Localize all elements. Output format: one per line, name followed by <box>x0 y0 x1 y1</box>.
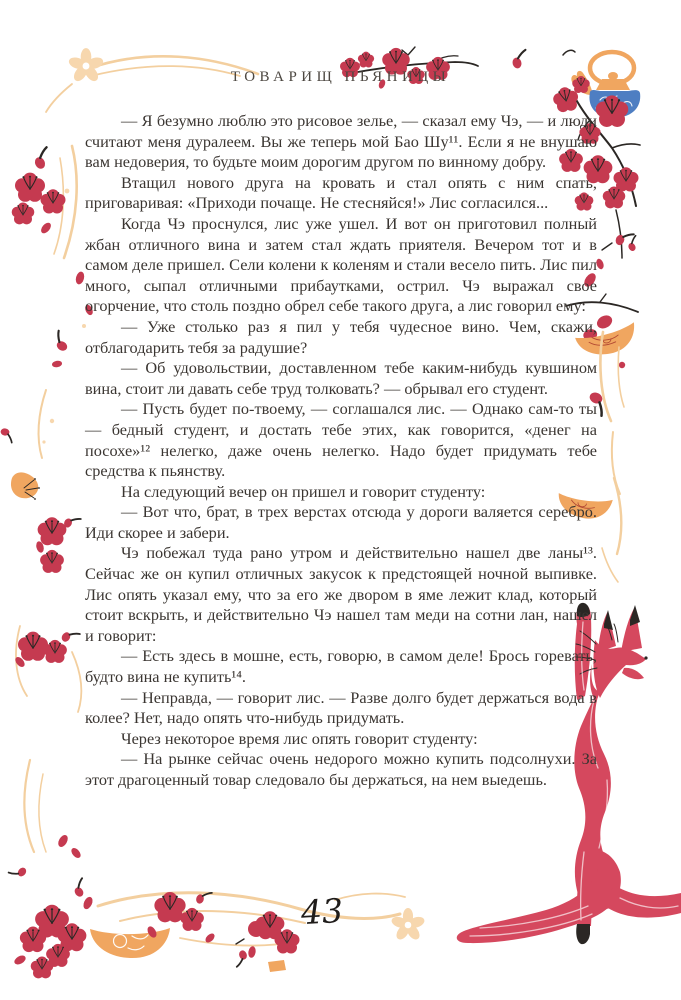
page-number: 43 <box>300 890 344 933</box>
left-margin-decor <box>0 146 94 881</box>
bottom-decor <box>13 878 426 978</box>
paragraph: — Об удовольствии, доставленном тебе каким-нибудь кувшином вина, стоит ли давать себе труд толковать? — обрывал его студент. <box>85 358 597 398</box>
paragraph: Втащил нового друга на кровать и стал опять с ним спать, приговаривая: «Приходи почаще. Не стесняйся!» Лис согласился... <box>85 172 597 213</box>
paragraph: — Пусть будет по-твоему, — соглашался лис. — Однако сам-то ты — бедный студент, и достать тебе этих, как говорится, «денег на посохе»¹² нелегко, даже очень нелегко. Надо будет придумать тебе средства к пьянству. <box>85 399 597 481</box>
paragraph: Когда Чэ проснулся, лис уже ушел. И вот он приготовил полный жбан отличного вина и затем стал ждать приятеля. Вечером тот и в самом деле пришел. Сели колени к коленям и стали весело пить. Лис пил много, сыпал отличными прибаутками, острил. Чэ выражал свое огорчение, что столь поздно обрел себе такого друга, а лис говорил ему: <box>85 213 597 316</box>
page-title: ТОВАРИЩ ПЬЯНИЦЫ <box>230 69 451 85</box>
paragraph: — Есть здесь в мошне, есть, говорю, в самом деле! Брось горевать, будто вина не купить¹⁴. <box>85 646 597 687</box>
paragraph: Чэ побежал туда рано утром и действительно нашел две ланы¹³. Сейчас же он купил отличных закусок к предстоящей ночной выпивке. Лис опять указал ему, что за его же двором в яме лежит клад, который стоит вскрыть, и действительно Чэ нашел там меди на сотни лан, нашел и говорит: <box>85 543 597 645</box>
paragraph: — Вот что, брат, в трех верстах отсюда у дороги валяется серебро. Иди скорее и забери. <box>85 502 597 542</box>
paragraph: Через некоторое время лис опять говорит студенту: <box>121 728 478 748</box>
story-text <box>85 111 597 791</box>
pale-flower-icon <box>390 908 426 942</box>
paragraph: — На рынке сейчас очень недорого можно купить подсолнухи. За этот драгоценный товар следовало бы держаться, на нем выедешь. <box>85 749 597 789</box>
paragraph: На следующий вечер он пришел и говорит студенту: <box>121 481 486 501</box>
wine-bowl-icon <box>90 928 170 958</box>
paragraph: — Неправда, — говорит лис. — Разве долго будет держаться вода в колее? Нет, надо опять что-нибудь придумать. <box>85 687 597 728</box>
paragraph: — Уже столько раз я пил у тебя чудесное вино. Чем, скажи, отблагодарить тебя за радушие? <box>85 316 597 357</box>
paragraph: — Я безумно люблю это рисовое зелье, — сказал ему Чэ, — и люди считают меня дуралеем. Вы же теперь мой Бао Шу¹¹. Если я не внушаю вам недоверия, то будьте моим дорогим другом по винному добру. <box>85 111 597 172</box>
orange-blob-flower <box>11 472 40 500</box>
